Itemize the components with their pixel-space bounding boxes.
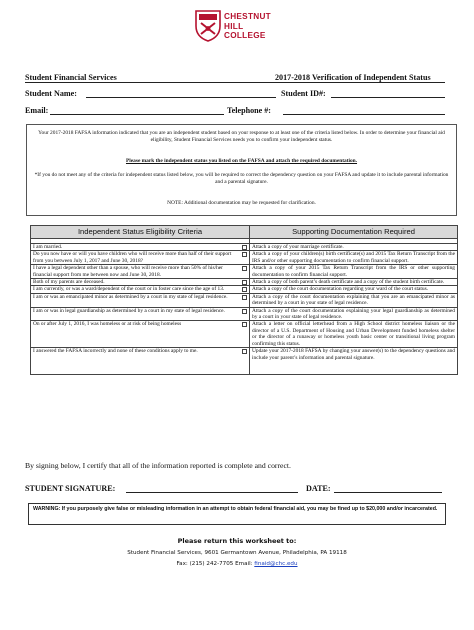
student-id-label: Student ID#:	[281, 89, 326, 98]
documentation-column-header: Supporting Documentation Required	[250, 226, 458, 239]
documentation-cell: Attach a letter on official letterhead from a High School district homeless liaison or the director of a U.S. Department of Housing and Urban Development funded homeless shelter or the director of a runaway or homeless youth basic center or transitional living program confirming this status.	[250, 321, 458, 348]
criteria-checkbox[interactable]	[242, 280, 247, 285]
criteria-cell: I am currently, or was a ward/dependent of the court or in foster care since the age of 13.	[31, 286, 250, 293]
college-logo	[195, 8, 285, 54]
certification-statement: By signing below, I certify that all of the information reported is complete and correct.	[25, 461, 291, 470]
criteria-checkbox[interactable]	[242, 295, 247, 300]
table-row[interactable]	[31, 251, 458, 265]
office-name: Student Financial Services	[25, 73, 117, 82]
criteria-column-header: Independent Status Eligibility Criteria	[31, 226, 250, 239]
instructions-note: NOTE: Additional documentation may be requested for clarification.	[167, 200, 316, 206]
date-field[interactable]	[334, 492, 442, 493]
criteria-checkbox[interactable]	[242, 287, 247, 292]
table-row[interactable]	[31, 265, 458, 279]
warning-box: WARNING: If you purposely give false or misleading information in an attempt to obtain federal financial aid, you may be fined up to $20,000 and/or incarcerated.	[28, 503, 446, 525]
criteria-checkbox[interactable]	[242, 322, 247, 327]
documentation-cell: Attach a copy of your 2015 Tax Return Transcript from the IRS or other supporting documentation to confirm financial support.	[250, 265, 458, 279]
documentation-cell: Attach a copy of your children(s) birth certificate(s) and 2015 Tax Return Transcript from the IRS and/or other supporting documentation to confirm financial support.	[250, 251, 458, 265]
criteria-cell: I have a legal dependent other than a spouse, who will receive more than 50% of his/her financial support from me between now and June 30, 2018.	[31, 265, 250, 279]
student-name-field[interactable]	[86, 97, 276, 98]
email-label: Email:	[25, 106, 49, 115]
form-title: 2017-2018 Verification of Independent Status	[275, 73, 431, 82]
signature-label: STUDENT SIGNATURE:	[25, 484, 116, 493]
documentation-cell: Update your 2017-2018 FAFSA by changing your answer(s) to the dependency questions and include your parent’s information and parental signature.	[250, 348, 458, 375]
documentation-cell: Attach a copy of the court documentation regarding your ward of the court status.	[250, 286, 458, 293]
table-row[interactable]	[31, 286, 458, 293]
student-id-field[interactable]	[331, 97, 445, 98]
documentation-cell: Attach a copy of both parent’s death certificate and a copy of the student birth certificate.	[250, 279, 458, 286]
criteria-checkbox[interactable]	[242, 309, 247, 314]
telephone-field[interactable]	[283, 114, 445, 115]
instructions-paragraph-2: Please mark the independent status you listed on the FAFSA and attach the required documentation.	[125, 158, 358, 164]
logo-line-2: HILL	[224, 21, 244, 31]
return-contact	[0, 561, 474, 567]
logo-line-3: COLLEGE	[224, 31, 266, 40]
instructions-paragraph-1: Your 2017-2018 FAFSA information indicated that you are an independent student based on your response to at least one of the criteria listed below. In order to determine your financial aid eligibility, Student Financial Services needs you to confirm your independent status.	[38, 130, 445, 143]
return-title: Please return this worksheet to:	[177, 537, 297, 545]
criteria-checkbox[interactable]	[242, 266, 247, 271]
criteria-cell: Both of my parents are deceased.	[31, 279, 250, 286]
criteria-cell: Do you now have or will you have children who will receive more than half of their support from you between July 1, 2017 and June 30, 2018?	[31, 251, 250, 265]
table-row[interactable]	[31, 279, 458, 286]
email-link[interactable]: finaid@chc.edu	[254, 561, 298, 567]
independent-status-table	[30, 225, 458, 375]
return-address: Student Financial Services, 9601 Germantown Avenue, Philadelphia, PA 19118	[127, 550, 347, 556]
email-field[interactable]	[50, 114, 224, 115]
criteria-cell: I am or was an emancipated minor as determined by a court in my state of legal residence.	[31, 293, 250, 307]
criteria-checkbox[interactable]	[242, 245, 247, 250]
instructions-box	[26, 124, 457, 216]
table-row[interactable]	[31, 348, 458, 375]
documentation-cell: Attach a copy of your marriage certificate.	[250, 244, 458, 251]
fax-email-text: Fax: (215) 242-7705 Email:	[176, 561, 255, 567]
criteria-cell: I am or was in legal guardianship as determined by a court in my state of legal residence.	[31, 307, 250, 321]
college-crest-icon	[195, 10, 221, 42]
logo-wordmark	[224, 12, 271, 41]
table-row[interactable]	[31, 293, 458, 307]
table-row[interactable]	[31, 307, 458, 321]
criteria-checkbox[interactable]	[242, 349, 247, 354]
documentation-cell: Attach a copy of the court documentation explaining that you are an emancipated minor as determined by a court in your state of legal residence.	[250, 293, 458, 307]
logo-line-1: CHESTNUT	[224, 12, 271, 21]
table-row[interactable]	[31, 321, 458, 348]
criteria-cell: On or after July 1, 2016, I was homeless or at risk of being homeless	[31, 321, 250, 348]
documentation-cell: Attach a copy of the court documentation explaining your legal guardianship as determined by a court in your state of legal residence.	[250, 307, 458, 321]
signature-field[interactable]	[126, 492, 298, 493]
criteria-checkbox[interactable]	[242, 252, 247, 257]
table-row[interactable]	[31, 244, 458, 251]
telephone-label: Telephone #:	[227, 106, 271, 115]
student-name-label: Student Name:	[25, 89, 77, 98]
signature-line	[25, 484, 115, 493]
instructions-paragraph-3: *If you do not meet any of the criteria for independent status listed below, you will be required to correct the dependency question on your FAFSA and update it to include parental information and a parental signature.	[34, 172, 449, 185]
criteria-cell: I am married.	[31, 244, 250, 251]
date-label: DATE:	[306, 484, 331, 493]
criteria-cell: I answered the FAFSA incorrectly and none of these conditions apply to me.	[31, 348, 250, 375]
table-header-row	[31, 226, 458, 239]
header-rule	[25, 82, 445, 83]
